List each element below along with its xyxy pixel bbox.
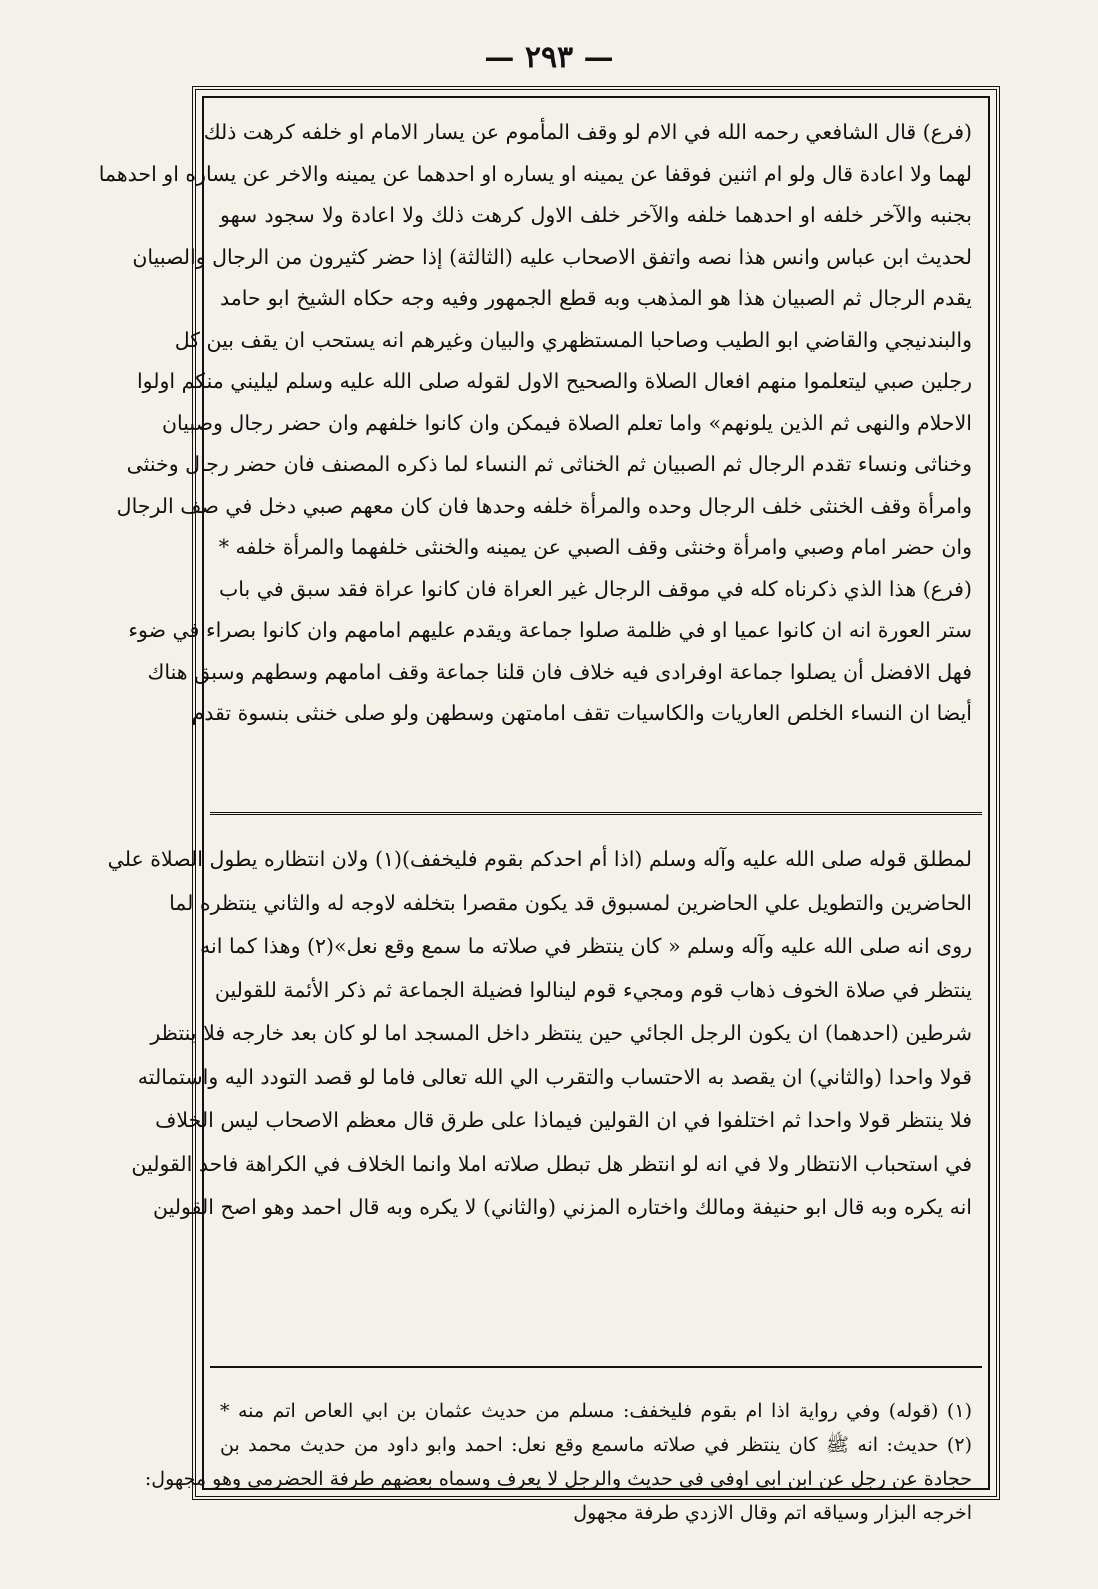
main-line: أيضا ان النساء الخلص العاريات والكاسيات تقف امامتهن وسطهن ولو صلى خنثى بنسوة تقدم bbox=[191, 701, 972, 725]
main-text bbox=[98, 112, 972, 735]
page-frame bbox=[98, 86, 1000, 1524]
footnote-line: اخرجه البزار وسياقه اتم وقال الازدي طرفة مجهول bbox=[573, 1502, 972, 1524]
main-line: (فرع) هذا الذي ذكرناه كله في موقف الرجال غير العراة فان كانوا عراة فقد سبق في باب bbox=[219, 576, 972, 601]
main-line: الاحلام والنهى ثم الذين يلونهم» واما تعلم الصلاة فيمكن وان كانوا خلفهم وان حضر رجال وصبيان bbox=[161, 410, 972, 435]
section-divider bbox=[210, 812, 982, 815]
main-line: والبندنيجي والقاضي ابو الطيب وصاحبا المستظهري والبيان وغيرهم انه يستحب ان يقف بين كل bbox=[174, 327, 972, 352]
commentary-line: الحاضرين والتطويل علي الحاضرين لمسبوق قد يكون مقصرا بتخلفه لاوجه له والثاني ينتظره لما bbox=[169, 890, 972, 915]
footnote-line: حجادة عن رجل عن ابن ابي اوفى في حديث والرجل لا يعرف وسماه بعضهم طرفة الحضرمي وهو مجهول: bbox=[144, 1468, 972, 1490]
commentary-line: فلا ينتظر قولا واحدا ثم اختلفوا في ان القولين فيماذا على طرق قال معظم الاصحاب ليس الخلاف bbox=[155, 1108, 972, 1132]
main-line: وان حضر امام وصبي وامرأة وخنثى وقف الصبي عن يمينه والخنثى خلفهما والمرأة خلفه * bbox=[218, 535, 972, 559]
commentary-line: قولا واحدا (والثاني) ان يقصد به الاحتساب والتقرب الي الله تعالى فاما لو قصد التودد اليه واستمالته bbox=[137, 1064, 972, 1089]
page-frame-inner bbox=[98, 96, 990, 1524]
commentary-line: لمطلق قوله صلى الله عليه وآله وسلم (اذا أم احدكم بقوم فليخفف)(١) ولان انتظاره يطول الصلاة علي bbox=[107, 847, 972, 871]
commentary-line: ينتظر في صلاة الخوف ذهاب قوم ومجيء قوم لينالوا فضيلة الجماعة ثم ذكر الأئمة للقولين bbox=[214, 977, 972, 1002]
commentary-line: في استحباب الانتظار ولا في انه لو انتظر هل تبطل صلاته املا وانما الخلاف في الكراهة فاحد القولين bbox=[131, 1151, 972, 1176]
main-line: وخناثى ونساء تقدم الرجال ثم الصبيان ثم الخناثى ثم النساء لما ذكره المصنف فان حضر رجال وخنثى bbox=[126, 452, 972, 476]
main-line: فهل الافضل أن يصلوا جماعة اوفرادى فيه خلاف فان قلنا جماعة وقف امامهم وسطهم وسبق هناك bbox=[147, 659, 972, 684]
commentary-line: روى انه صلى الله عليه وآله وسلم « كان ينتظر في صلاته ما سمع وقع نعل»(٢) وهذا كما انه bbox=[200, 934, 972, 958]
main-line: (فرع) قال الشافعي رحمه الله في الام لو وقف المأموم عن يسار الامام او خلفه كرهت ذلك bbox=[203, 120, 972, 144]
main-line: ستر العورة انه ان كانوا عميا او في ظلمة صلوا جماعة ويقدم عليهم امامهم وان كانوا بصراء في ضوء bbox=[128, 618, 972, 642]
page-number: — ٢٩٣ — bbox=[484, 40, 614, 75]
footnotes bbox=[144, 1394, 972, 1530]
main-line: بجنبه والآخر خلفه او احدهما خلفه والآخر خلف الاول كرهت ذلك ولا اعادة ولا سجود سهو bbox=[220, 203, 972, 227]
main-line: يقدم الرجال ثم الصبيان هذا هو المذهب وبه قطع الجمهور وفيه وجه حكاه الشيخ ابو حامد bbox=[220, 286, 972, 310]
main-line: لهما ولا اعادة قال ولو ام اثنين فوقفا عن يمينه او يساره او احدهما عن يمينه والاخر عن يساره او احدهما bbox=[98, 161, 972, 186]
commentary-text bbox=[107, 838, 972, 1230]
footnote-divider bbox=[210, 1366, 982, 1368]
footnote-line: (١) (قوله) وفي رواية اذا ام بقوم فليخفف: مسلم من حديث عثمان بن ابي العاص اتم منه * bbox=[220, 1400, 972, 1422]
main-line: لحديث ابن عباس وانس هذا نصه واتفق الاصحاب عليه (الثالثة) إذا حضر كثيرون من الرجال والصبيان bbox=[132, 244, 972, 269]
commentary-line: شرطين (احدهما) ان يكون الرجل الجائي حين ينتظر داخل المسجد اما لو كان بعد خارجه فلا ينتظر bbox=[150, 1021, 972, 1045]
commentary-line: انه يكره وبه قال ابو حنيفة ومالك واختاره المزني (والثاني) لا يكره وبه قال احمد وهو اصح القولين bbox=[153, 1195, 972, 1219]
footnote-line: (٢) حديث: انه ﷺ كان ينتظر في صلاته ماسمع وقع نعل: احمد وابو داود من حديث محمد بن bbox=[220, 1434, 972, 1456]
main-line: رجلين صبي ليتعلموا منهم افعال الصلاة والصحيح الاول لقوله صلى الله عليه وسلم ليليني منكم اولوا bbox=[136, 369, 972, 393]
main-line: وامرأة وقف الخنثى خلف الرجال وحده والمرأة خلفه وحدها فان كان معهم صبي دخل في صف الرجال bbox=[116, 493, 972, 518]
